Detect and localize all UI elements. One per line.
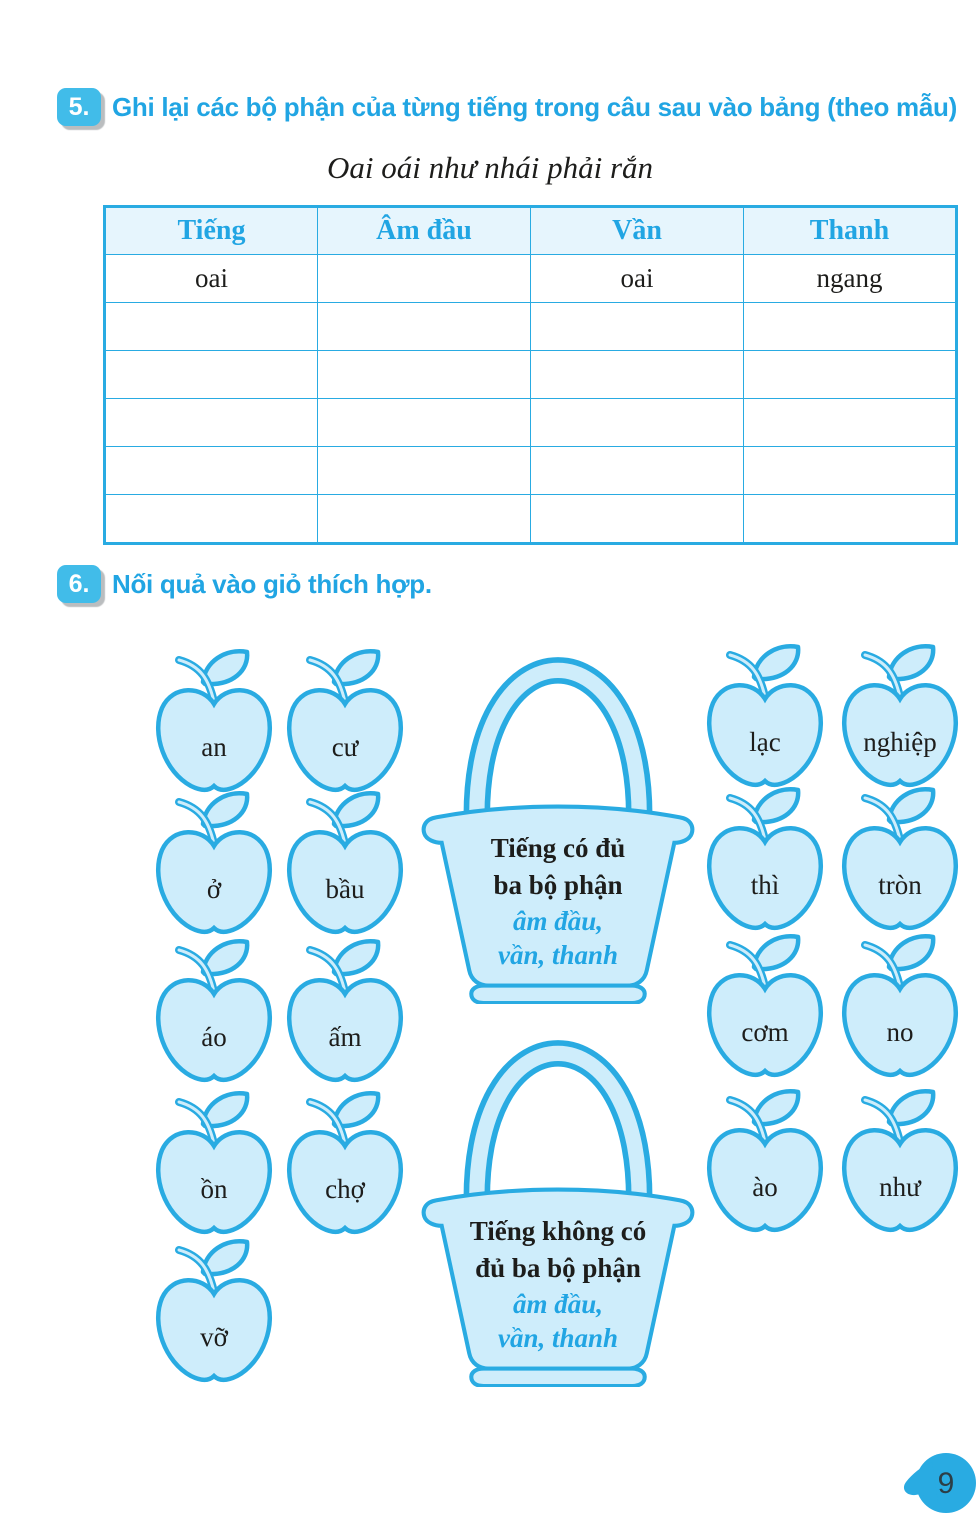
apple-nghiep: [833, 641, 967, 799]
exercise6-number: 6.: [68, 569, 90, 598]
table-cell: [744, 351, 957, 399]
table-cell: [744, 303, 957, 351]
table-row: [105, 495, 957, 544]
apple-cho: [278, 1088, 412, 1246]
apple-icon: [833, 641, 967, 799]
table-cell: [531, 351, 744, 399]
apple-nhu: [833, 1086, 967, 1244]
apple-icon: [147, 1088, 281, 1246]
basket-label: [420, 1213, 696, 1355]
basket-missing-parts: [420, 1035, 696, 1387]
apple-word: cơm: [741, 1017, 789, 1047]
table-row: [105, 447, 957, 495]
table-row: [105, 399, 957, 447]
basket-label-line: vần, thanh: [497, 940, 619, 970]
apple-word: bầu: [325, 874, 365, 904]
table-cell: [105, 495, 318, 544]
apple-ao-shirt: [147, 936, 281, 1094]
table-cell: [105, 303, 318, 351]
apple-word: ào: [752, 1172, 778, 1202]
table-cell: oai: [105, 255, 318, 303]
header-van: Vần: [531, 207, 744, 255]
table-cell: [531, 399, 744, 447]
table-cell: ngang: [744, 255, 957, 303]
apple-word: cư: [331, 732, 359, 762]
table-cell: [318, 447, 531, 495]
exercise6-number-badge: [57, 565, 101, 603]
table-header-row: [105, 207, 957, 255]
basket-label-line: ba bộ phận: [493, 870, 623, 900]
exercise5-number-badge: [57, 88, 101, 126]
apple-word: ấm: [328, 1022, 362, 1052]
apple-icon: [147, 788, 281, 946]
table-cell: [531, 495, 744, 544]
basket-label-line: Tiếng có đủ: [490, 833, 626, 863]
table-cell: [105, 399, 318, 447]
header-tieng: Tiếng: [105, 207, 318, 255]
apple-tron: [833, 784, 967, 942]
header-am-dau: Âm đầu: [318, 207, 531, 255]
table-cell: [744, 399, 957, 447]
header-thanh: Thanh: [744, 207, 957, 255]
table-cell: [318, 303, 531, 351]
apple-word: tròn: [878, 870, 922, 900]
apple-word: ở: [206, 874, 222, 904]
apple-word: áo: [201, 1022, 227, 1052]
apple-word: an: [201, 732, 227, 762]
apple-an: [147, 646, 281, 804]
page-number-bubble: [898, 1452, 980, 1514]
apple-word: nghiệp: [863, 727, 937, 757]
apple-o: [147, 788, 281, 946]
apple-icon: [698, 1086, 832, 1244]
apple-com: [698, 931, 832, 1089]
exercise5-title: Ghi lại các bộ phận của từng tiếng trong câu sau vào bảng (theo mẫu): [112, 92, 957, 122]
apple-icon: [698, 931, 832, 1089]
table-cell: [744, 447, 957, 495]
table-cell: [105, 447, 318, 495]
apple-icon: [278, 1088, 412, 1246]
apple-icon: [698, 641, 832, 799]
page-number: 9: [937, 1467, 955, 1500]
apple-vo: [147, 1236, 281, 1394]
apple-on: [147, 1088, 281, 1246]
table-row: [105, 303, 957, 351]
table-cell: [105, 351, 318, 399]
table-cell: [744, 495, 957, 544]
table-cell: [318, 255, 531, 303]
apple-word: như: [879, 1172, 921, 1202]
exercise6-title: Nối quả vào giỏ thích hợp.: [112, 569, 432, 599]
apple-icon: [833, 931, 967, 1089]
apple-thi: [698, 784, 832, 942]
apple-word: ồn: [200, 1174, 228, 1204]
table-cell: [531, 447, 744, 495]
apple-lac: [698, 641, 832, 799]
apple-am: [278, 936, 412, 1094]
apple-icon: [147, 1236, 281, 1394]
apple-bau: [278, 788, 412, 946]
basket-label-line: âm đầu,: [512, 1289, 604, 1319]
apple-icon: [278, 788, 412, 946]
basket-label-line: Tiếng không có: [469, 1216, 647, 1246]
apple-word: thì: [750, 870, 780, 900]
apple-icon: [698, 784, 832, 942]
exercise5-number: 5.: [68, 92, 90, 121]
apple-icon: [147, 936, 281, 1094]
apple-ao-rush: [698, 1086, 832, 1244]
apple-icon: [147, 646, 281, 804]
basket-full-parts: [420, 652, 696, 1004]
basket-label: [420, 830, 696, 972]
apple-icon: [278, 936, 412, 1094]
table-row: [105, 351, 957, 399]
apple-icon: [278, 646, 412, 804]
apple-icon: [833, 1086, 967, 1244]
table-cell: [318, 351, 531, 399]
basket-label-line: vần, thanh: [497, 1323, 619, 1353]
table-cell: oai: [531, 255, 744, 303]
table-cell: [318, 495, 531, 544]
apple-cu: [278, 646, 412, 804]
apple-word: chợ: [325, 1174, 365, 1204]
apple-icon: [833, 784, 967, 942]
basket-label-line: âm đầu,: [512, 906, 604, 936]
apple-no: [833, 931, 967, 1089]
table-cell: [318, 399, 531, 447]
syllable-parts-table: [103, 205, 958, 545]
example-sentence: Oai oái như nhái phải rắn: [326, 150, 654, 185]
apple-word: lạc: [749, 727, 781, 757]
basket-label-line: đủ ba bộ phận: [475, 1253, 641, 1283]
apple-word: vỡ: [200, 1322, 228, 1352]
table-cell: [531, 303, 744, 351]
table-row: [105, 255, 957, 303]
apple-word: no: [886, 1017, 914, 1047]
